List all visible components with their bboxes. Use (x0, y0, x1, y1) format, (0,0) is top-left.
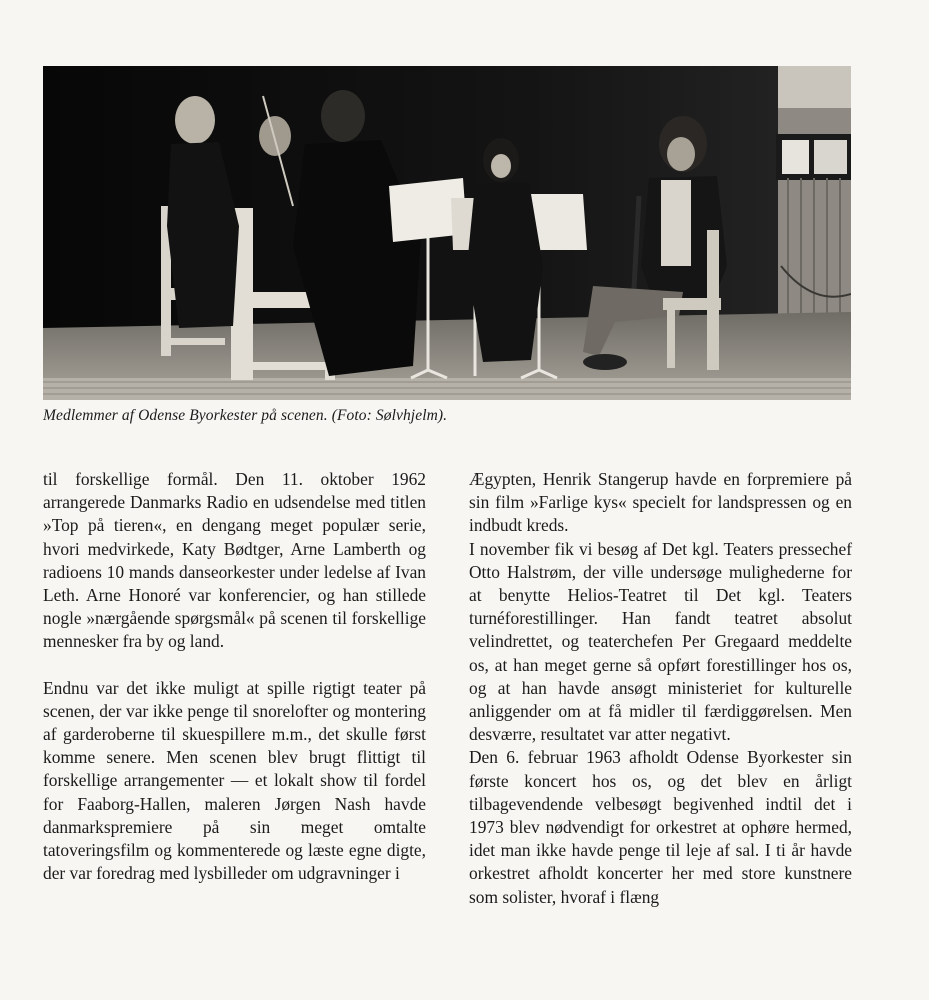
concert-photo (43, 66, 851, 400)
left-column (43, 468, 426, 885)
right-column (469, 468, 852, 909)
right-paragraph-2: I november fik vi besøg af Det kgl. Teaters pressechef Otto Halstrøm, der ville undersøge mulighederne for at benytte Helios-Teatret til Det kgl. Teaters turnéforestillinger. Han fandt teatret absolut velindrettet, og teaterchefen Per Gregaard meddelte os, at han meget gerne så opført forestillinger hos os, og at han havde ansøgt ministeriet for kulturelle anliggender om at få midler til færdiggørelsen. Men desværre, resultatet var atter negativt. (469, 538, 852, 745)
right-paragraph-3: Den 6. februar 1963 afholdt Odense Byorkester sin første koncert hos os, og det blev en årligt tilbagevendende velbesøgt begivenhed indtil det i 1973 blev nødvendigt for orkestret at ophøre hermed, idet man ikke havde penge til leje af sal. I ti år havde orkestret afholdt koncerter her med store kunstnere som solister, hvoraf i flæng (469, 747, 852, 907)
left-paragraph-2: Endnu var det ikke muligt at spille rigtigt teater på scenen, der var ikke penge til snorelofter og montering af garderoberne til skuespillere m.m., det skulle først komme senere. Men scenen blev brugt flittigt til forskellige arrangementer — et lokalt show til fordel for Faaborg-Hallen, maleren Jørgen Nash havde danmarkspremiere på sin meget omtalte tatoveringsfilm og kommenterede og læste egne digte, der var foredrag med lysbilleder om udgravninger i (43, 677, 426, 884)
photo-caption: Medlemmer af Odense Byorkester på scenen. (Foto: Sølvhjelm). (43, 407, 448, 424)
right-paragraph-1: Ægypten, Henrik Stangerup havde en forpremiere på sin film »Farlige kys« specielt for landspressen og en indbudt kreds. (469, 469, 852, 536)
left-paragraph-1: til forskellige formål. Den 11. oktober 1962 arrangerede Danmarks Radio en udsendelse med titlen »Top på tieren«, en dengang meget populær serie, hvori medvirkede, Katy Bødtger, Arne Lamberth og radioens 10 mands danseorkester under ledelse af Ivan Leth. Arne Honoré var konferencier, og han stillede nogle »nærgående spørgsmål« på scenen til forskellige mennesker fra by og land. (43, 469, 426, 652)
